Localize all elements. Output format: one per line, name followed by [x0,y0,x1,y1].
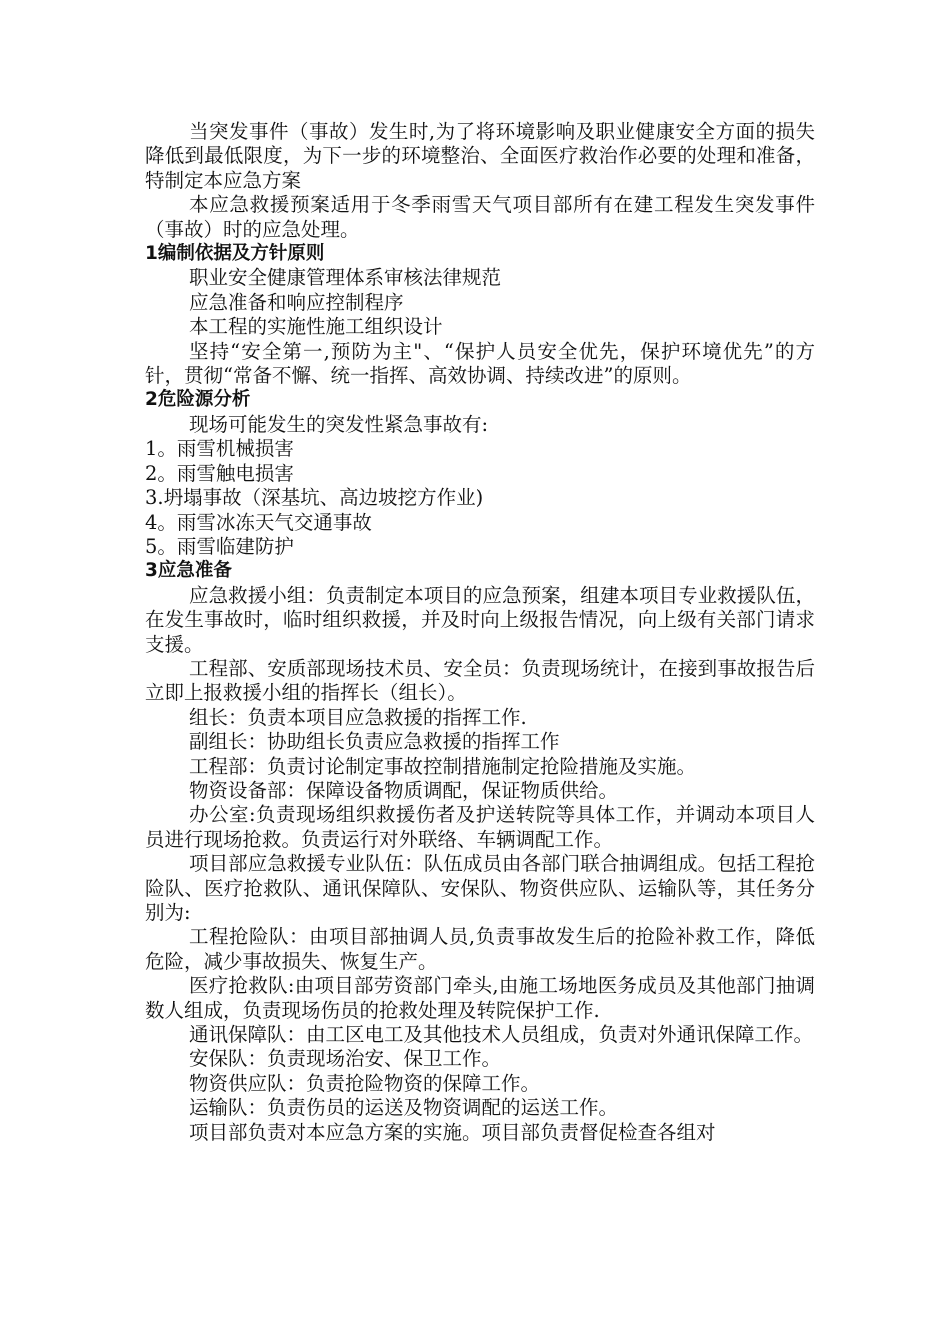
section-heading-3: 3应急准备 [145,560,232,582]
list-item-hazard-2: 2。雨雪触电损害 [145,461,294,485]
section-heading-1: 1编制依据及方针原则 [145,243,325,265]
paragraph-materials: 物资设备部：保障设备物质调配，保证物质供给。 [189,778,619,802]
document-body [145,120,815,1145]
paragraph-engineering: 工程部：负责讨论制定事故控制措施制定抢险措施及实施。 [189,754,697,778]
paragraph-hazard-intro: 现场可能发生的突发性紧急事故有: [189,412,489,436]
list-item-hazard-3: 3.坍塌事故（深基坑、高边坡挖方作业) [145,486,484,510]
paragraph-security: 安保队：负责现场治安、保卫工作。 [189,1047,502,1071]
paragraph-leader: 组长：负责本项目应急救援的指挥工作. [189,705,527,729]
paragraph-rescue-team: 应急救援小组：负责制定本项目的应急预案，组建本项目专业救援队伍，在发生事故时，临时组织救援，并及时向上级报告情况，向上级有关部门请求支援。 [145,583,815,656]
list-item-hazard-5: 5。雨雪临建防护 [145,534,294,558]
paragraph-rescue-engineering: 工程抢险队：由项目部抽调人员,负责事故发生后的抢险补救工作，降低危险，减少事故损失、恢复生产。 [145,925,815,973]
section-heading-2: 2危险源分析 [145,389,251,411]
paragraph-communication: 通讯保障队：由工区电工及其他技术人员组成，负责对外通讯保障工作。 [189,1023,814,1047]
paragraph-transport: 运输队：负责伤员的运送及物资调配的运送工作。 [189,1096,619,1120]
paragraph-implementation: 项目部负责对本应急方案的实施。项目部负责督促检查各组对 [189,1120,716,1144]
paragraph-office: 办公室:负责现场组织救援伤者及护送转院等具体工作，并调动本项目人员进行现场抢救。负责运行对外联络、车辆调配工作。 [145,803,815,851]
paragraph-deputy-leader: 副组长：协助组长负责应急救援的指挥工作 [189,730,560,754]
paragraph-basis-3: 本工程的实施性施工组织设计 [189,315,443,339]
list-item-hazard-4: 4。雨雪冰冻天气交通事故 [145,510,372,534]
paragraph-basis-1: 职业安全健康管理体系审核法律规范 [189,266,502,290]
list-item-hazard-1: 1。雨雪机械损害 [145,437,294,461]
paragraph-supply: 物资供应队：负责抢险物资的保障工作。 [189,1071,541,1095]
paragraph-intro: 当突发事件（事故）发生时,为了将环境影响及职业健康安全方面的损失降低到最低限度，为下一步的环境整治、全面医疗救治作必要的处理和准备，特制定本应急方案 [145,120,815,192]
paragraph-principle: 坚持“安全第一,预防为主"、“保护人员安全优先，保护环境优先”的方针，贯彻“常备不懈、统一指挥、高效协调、持续改进”的原则。 [145,339,815,388]
paragraph-basis-2: 应急准备和响应控制程序 [189,290,404,314]
paragraph-professional-team: 项目部应急救援专业队伍：队伍成员由各部门联合抽调组成。包括工程抢险队、医疗抢救队、通讯保障队、安保队、物资供应队、运输队等，其任务分别为: [145,852,815,924]
paragraph-medical: 医疗抢救队:由项目部劳资部门牵头,由施工场地医务成员及其他部门抽调数人组成，负责现场伤员的抢救处理及转院保护工作. [145,974,815,1022]
paragraph-engineering-dept: 工程部、安质部现场技术员、安全员：负责现场统计，在接到事故报告后立即上报救援小组的指挥长（组长）。 [145,656,815,705]
paragraph-scope: 本应急救援预案适用于冬季雨雪天气项目部所有在建工程发生突发事件（事故）时的应急处理。 [145,193,815,241]
